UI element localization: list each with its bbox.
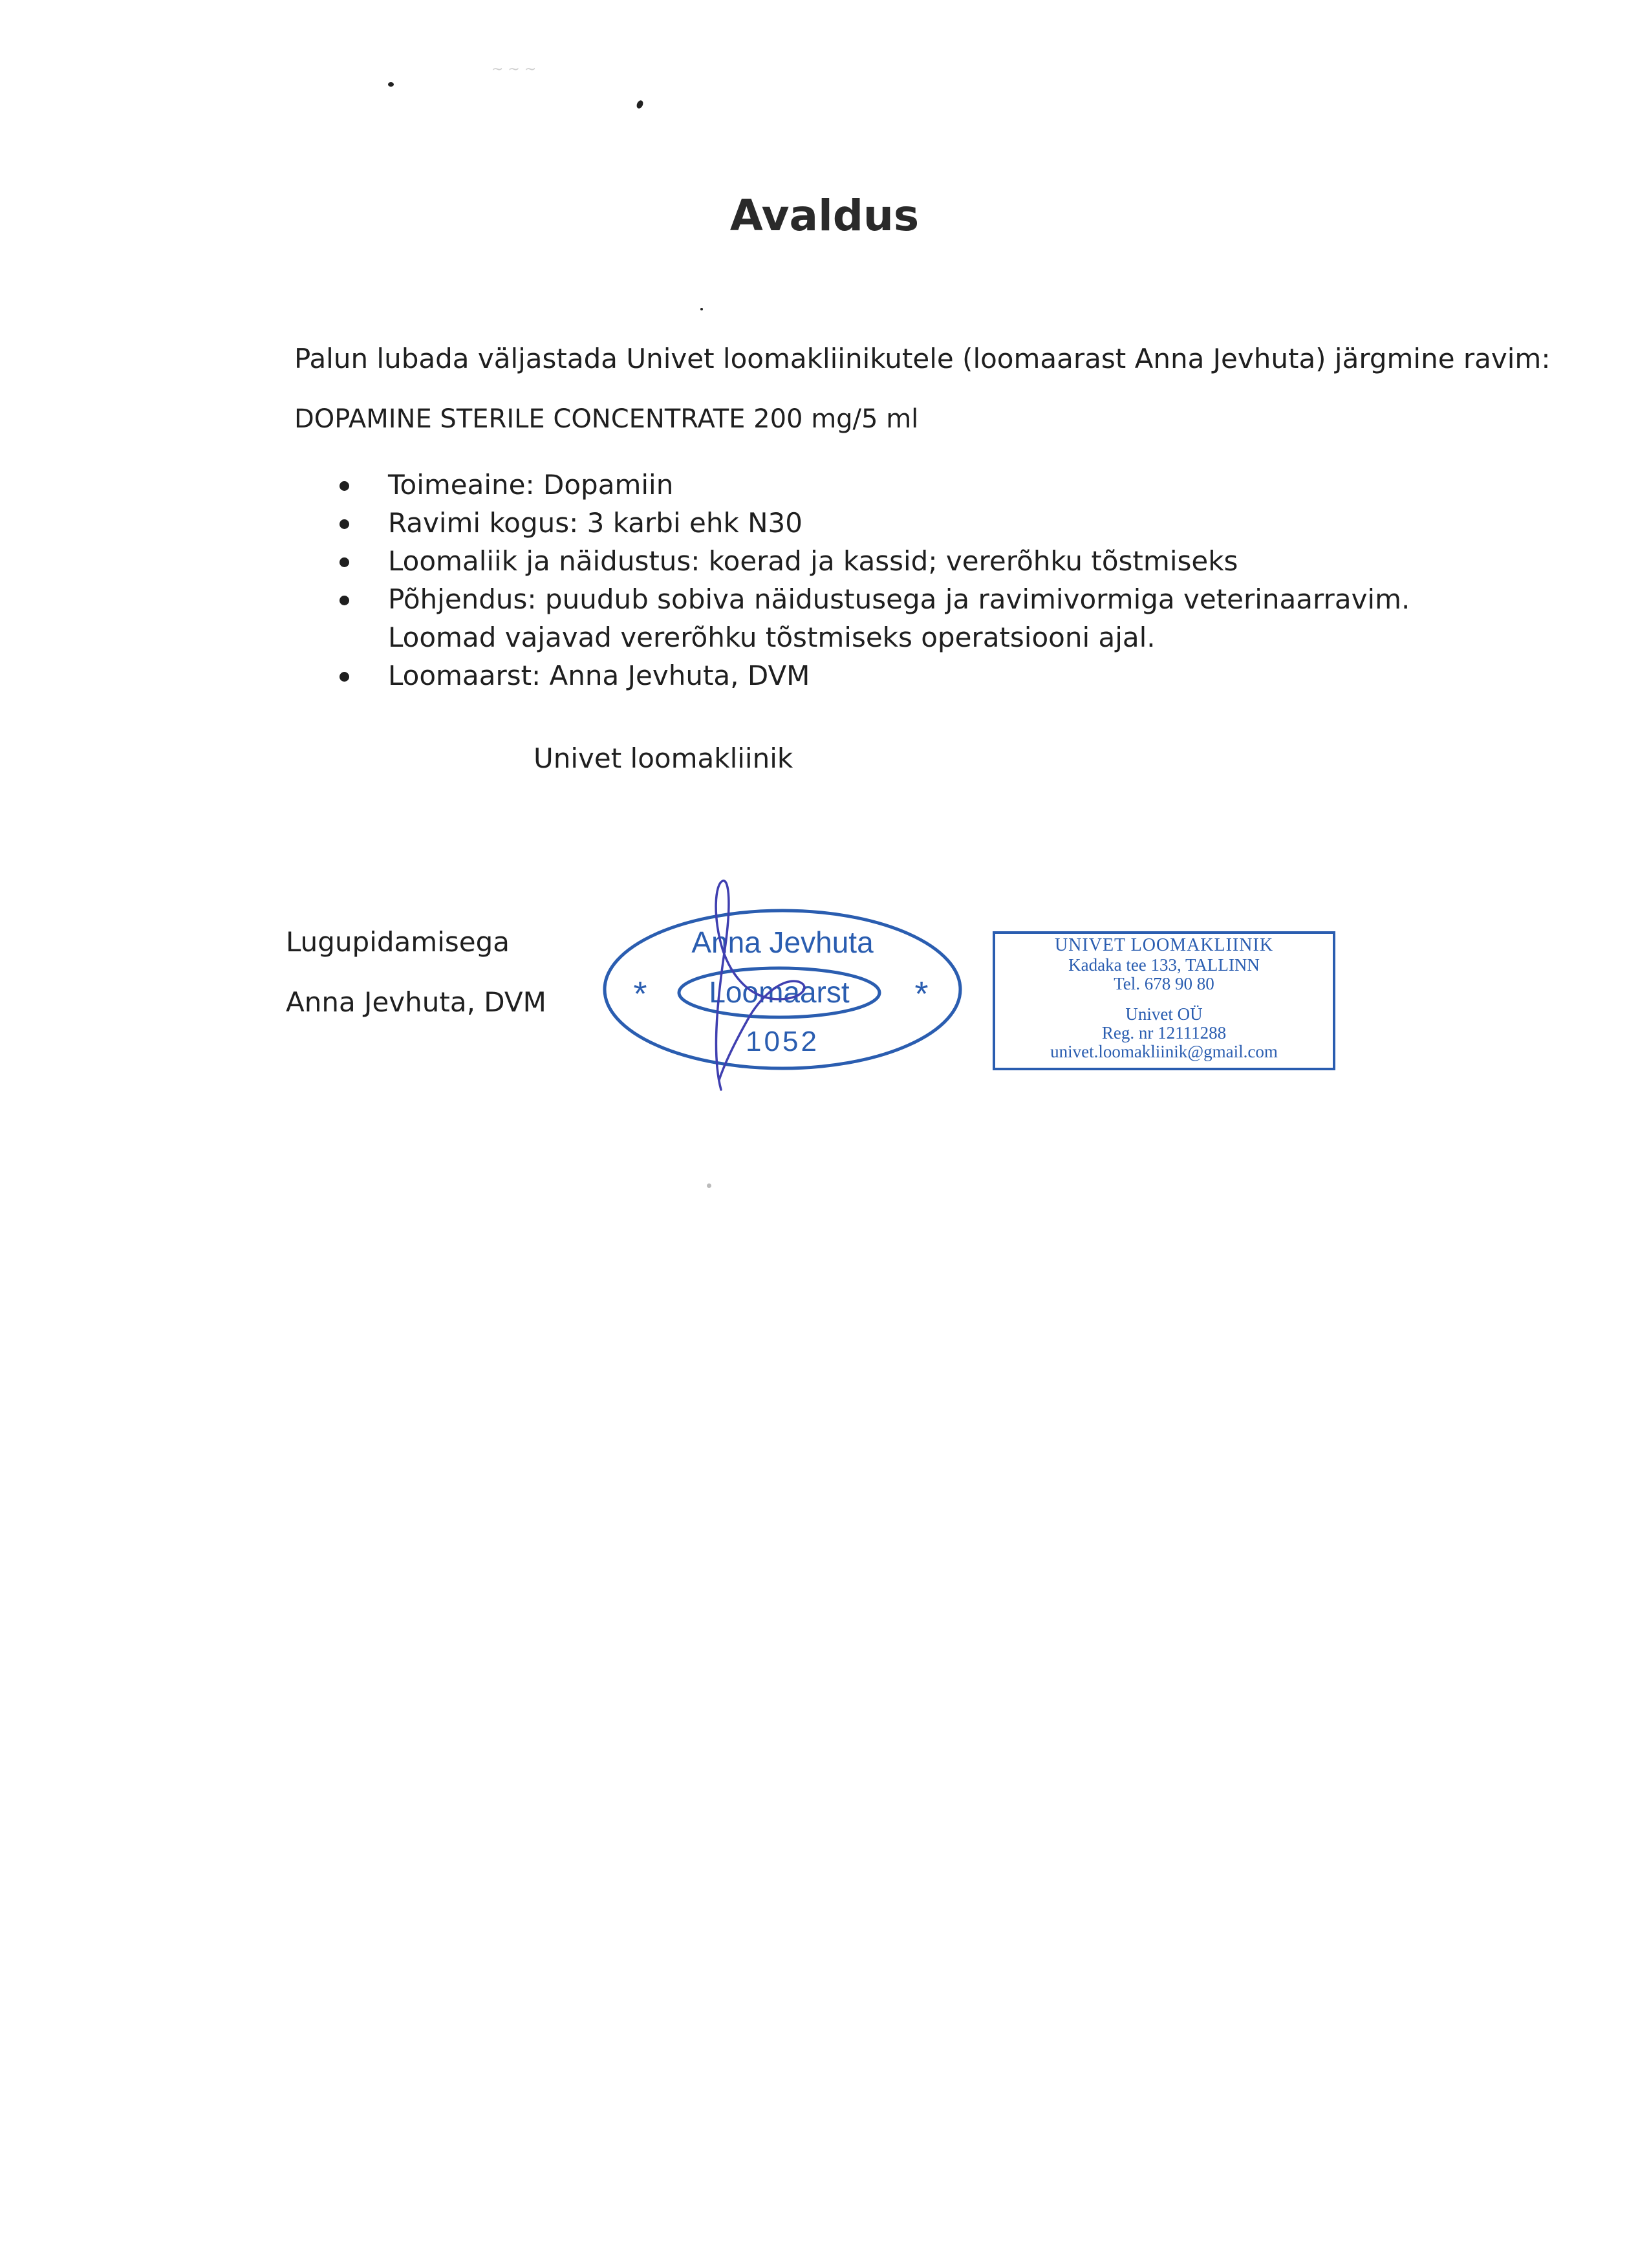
intro-paragraph: Palun lubada väljastada Univet loomakliinikutele (loomaarast Anna Jevhuta) järgmine ravim:: [294, 343, 1551, 374]
ink-speck: [636, 100, 645, 110]
list-item: Põhjendus: puudub sobiva näidustusega ja ravimivormiga veterinaarravim. Loomad vajavad vererõhku tõstmiseks operatsiooni ajal.: [339, 580, 1500, 656]
list-item: Toimeaine: Dopamiin: [339, 466, 1503, 504]
stamp-role: Loomaarst: [709, 975, 850, 1009]
drug-name: DOPAMINE STERILE CONCENTRATE 200 mg/5 ml: [294, 404, 919, 434]
stamp-address: Kadaka tee 133, TALLINN: [1068, 955, 1260, 975]
scan-smudge: ~ ~ ~: [491, 61, 537, 78]
stamp-clinic-name: UNIVET LOOMAKLIINIK: [1054, 935, 1274, 955]
signer-name: Anna Jevhuta, DVM: [286, 986, 546, 1018]
stamp-star-left: *: [633, 975, 647, 1013]
stamp-company: Univet OÜ: [1125, 1004, 1203, 1024]
ink-speck: [700, 308, 703, 310]
clinic-name: Univet loomakliinik: [534, 742, 793, 774]
list-item: Loomaliik ja näidustus: koerad ja kassid; vererõhku tõstmiseks: [339, 542, 1503, 580]
list-item: Loomaarst: Anna Jevhuta, DVM: [339, 656, 1503, 695]
stamp-number: 1052: [746, 1026, 819, 1057]
stamp-email: univet.loomakliinik@gmail.com: [1050, 1042, 1278, 1061]
clinic-stamp: [993, 931, 1335, 1070]
vet-stamp: [556, 867, 970, 1112]
closing-text: Lugupidamisega: [286, 926, 510, 958]
stamp-star-right: *: [914, 975, 929, 1013]
stamp-phone: Tel. 678 90 80: [1114, 974, 1214, 993]
stamp-name: Anna Jevhuta: [691, 925, 874, 959]
details-list: [339, 466, 1503, 695]
stamp-reg-number: Reg. nr 12111288: [1101, 1023, 1227, 1042]
ink-speck: [707, 1183, 711, 1188]
ink-speck: [388, 82, 394, 87]
list-item: Ravimi kogus: 3 karbi ehk N30: [339, 504, 1503, 542]
document-title: Avaldus: [729, 191, 920, 241]
